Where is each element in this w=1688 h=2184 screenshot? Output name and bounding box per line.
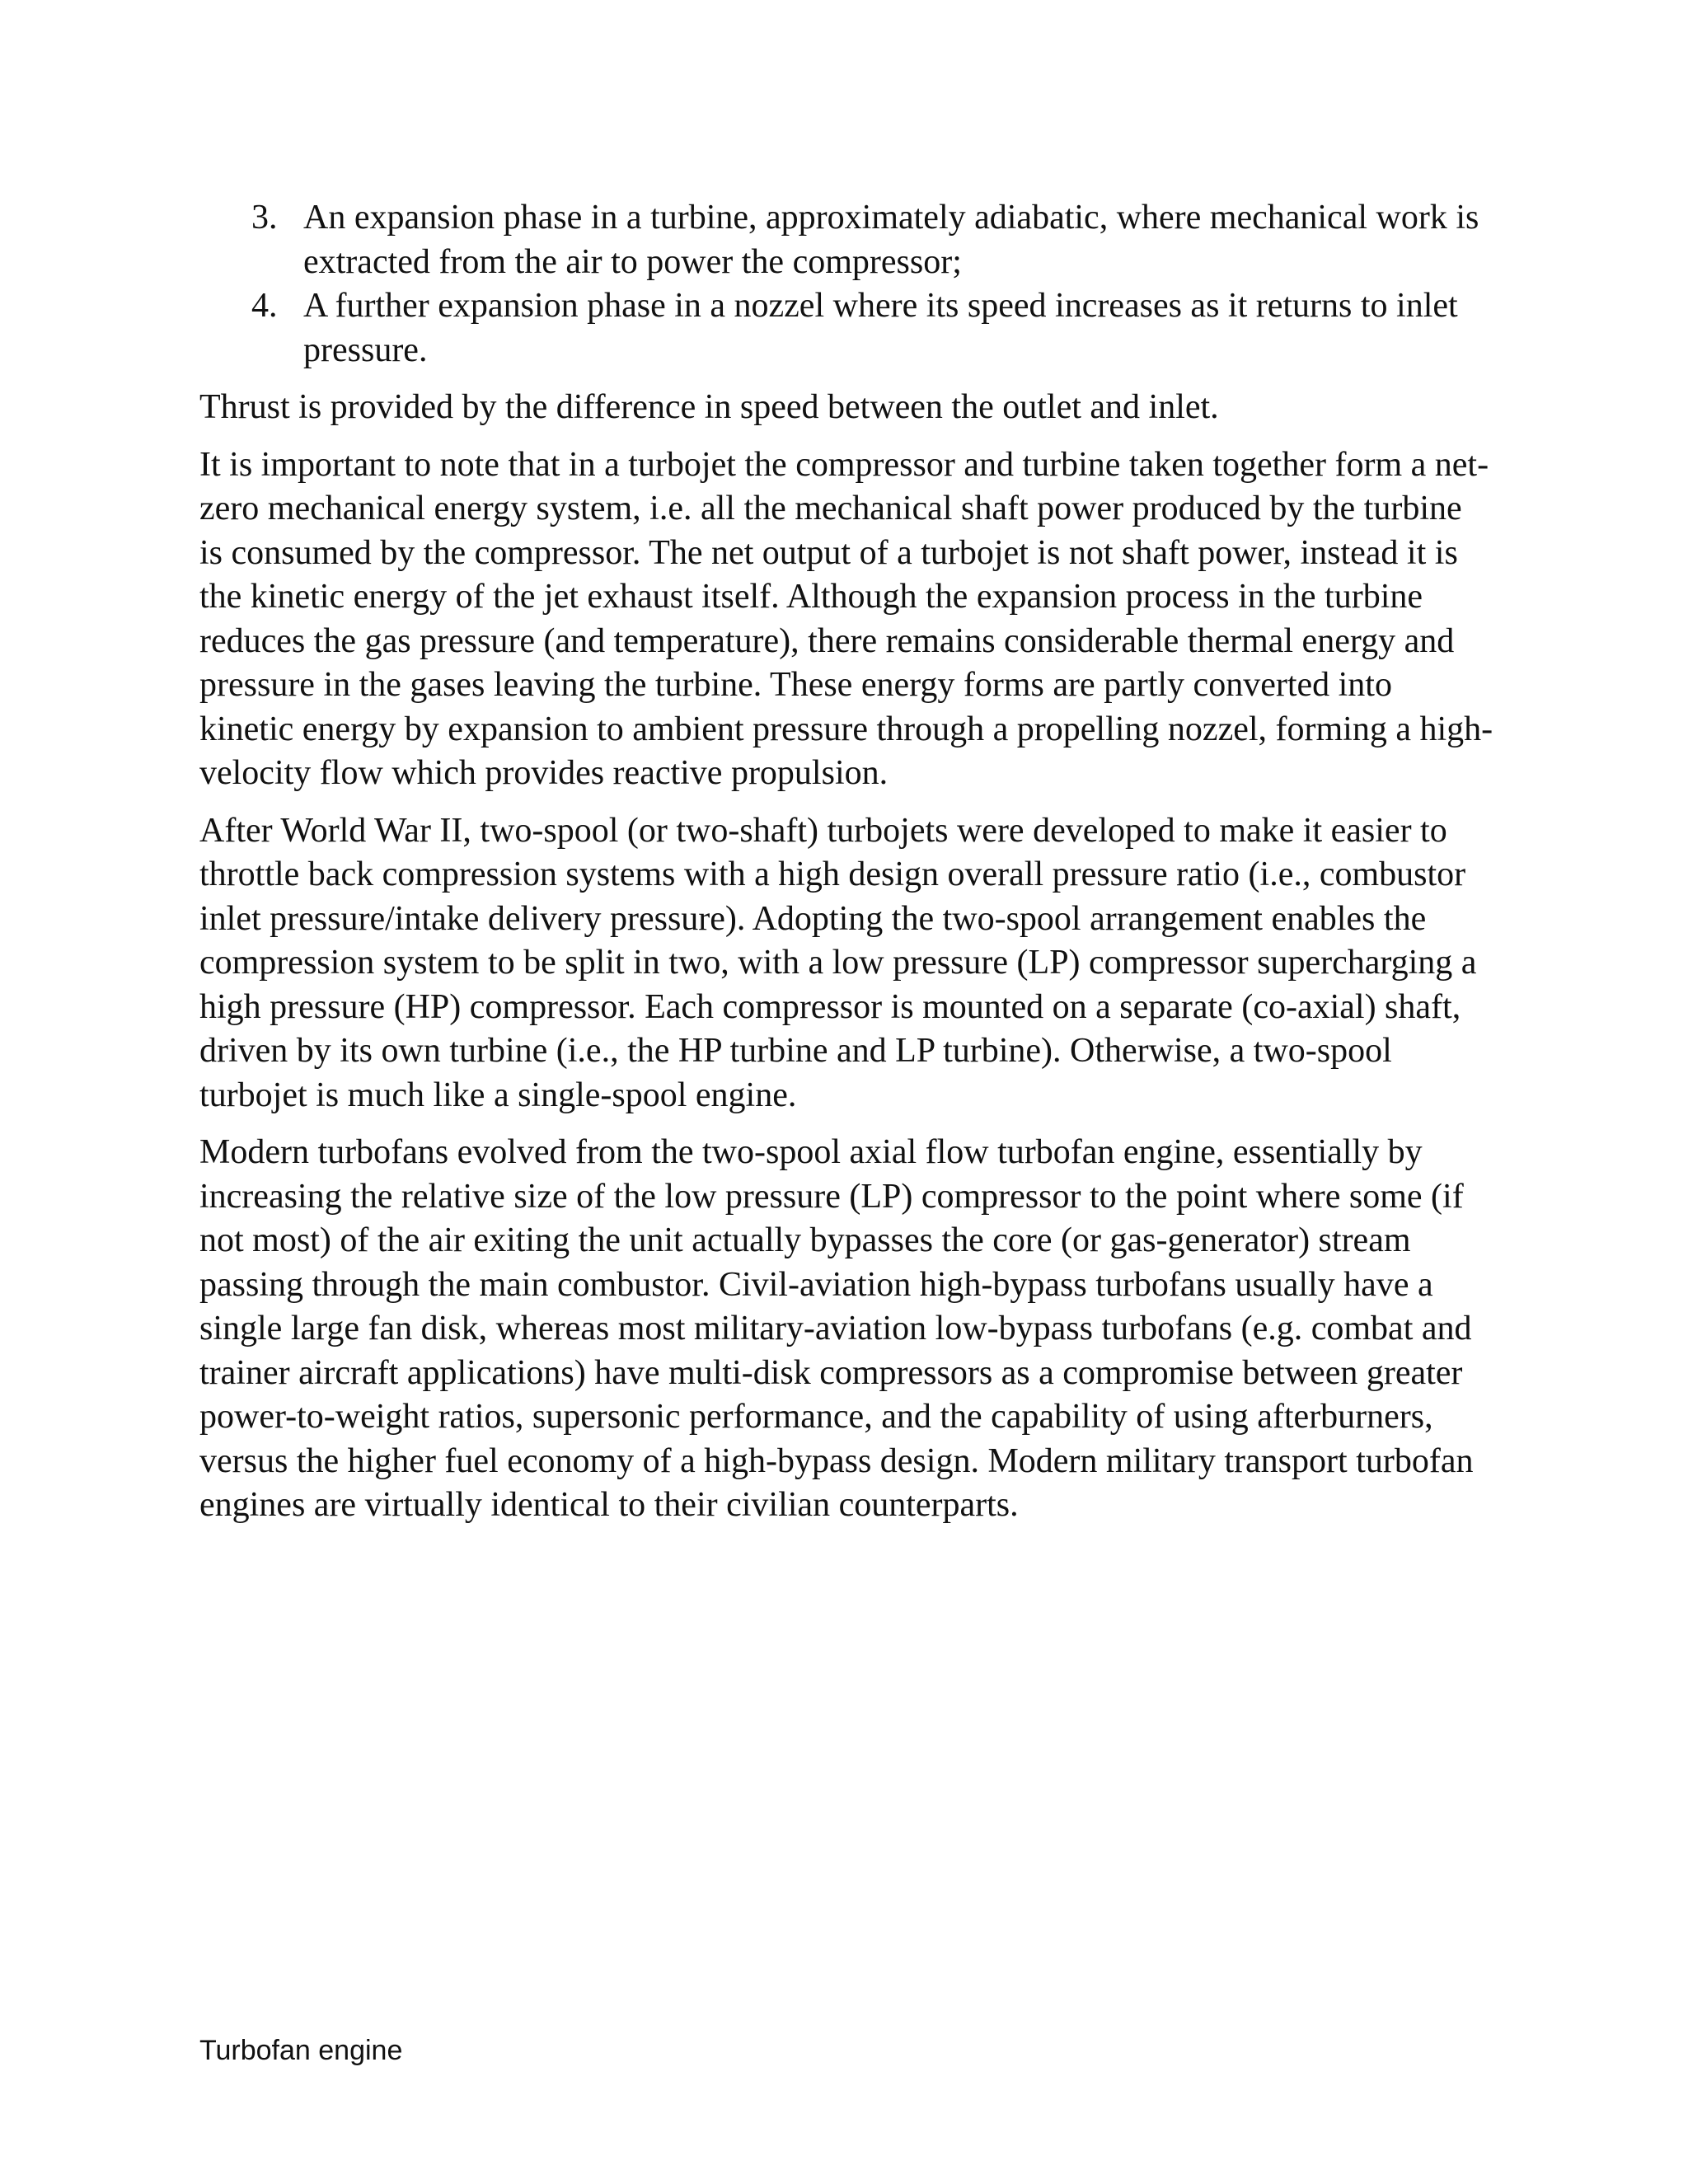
list-item-number: 4. xyxy=(251,287,278,325)
list-item-text: A further expansion phase in a nozzel where its speed increases as it returns to inlet pressure. xyxy=(303,287,1458,369)
page-footer: Turbofan engine xyxy=(199,2035,403,2066)
paragraph-thrust: Thrust is provided by the difference in speed between the outlet and inlet. xyxy=(199,388,1219,426)
paragraph-two-spool: After World War II, two-spool (or two-shaft) turbojets were developed to make it easier to throttle back compression systems with a high design overall pressure ratio (i.e., combustor inlet pressure/intake delivery pressure). Adopting the two-spool arrangement enables the compression system to be split in two, with a low pressure (LP) compressor supercharging a high pressure (HP) compressor. Each compressor is mounted on a separate (co-axial) shaft, driven by its own turbine (i.e., the HP turbine and LP turbine). Otherwise, a two-spool turbojet is much like a single-spool engine. xyxy=(199,811,1477,1114)
list-item xyxy=(251,284,1493,373)
list-item xyxy=(251,196,1493,284)
list-item-number: 3. xyxy=(251,199,278,237)
paragraph-modern-turbofans: Modern turbofans evolved from the two-spool axial flow turbofan engine, essentially by increasing the relative size of the low pressure (LP) compressor to the point where some (if not most) of the air exiting the unit actually bypasses the core (or gas-generator) stream passing through the main combustor. Civil-aviation high-bypass turbofans usually have a single large fan disk, whereas most military-aviation low-bypass turbofans (e.g. combat and trainer aircraft applications) have multi-disk compressors as a compromise between greater power-to-weight ratios, supersonic performance, and the capability of using afterburners, versus the higher fuel economy of a high-bypass design. Modern military transport turbofan engines are virtually identical to their civilian counterparts. xyxy=(199,1133,1474,1524)
paragraph-net-zero-energy: It is important to note that in a turbojet the compressor and turbine taken together form a net-zero mechanical energy system, i.e. all the mechanical shaft power produced by the turbine is consumed by the compressor. The net output of a turbojet is not shaft power, instead it is the kinetic energy of the jet exhaust itself. Although the expansion process in the turbine reduces the gas pressure (and temperature), there remains considerable thermal energy and pressure in the gases leaving the turbine. These energy forms are partly converted into kinetic energy by expansion to ambient pressure through a propelling nozzel, forming a high-velocity flow which provides reactive propulsion. xyxy=(199,445,1493,792)
numbered-list xyxy=(199,196,1493,373)
list-item-text: An expansion phase in a turbine, approximately adiabatic, where mechanical work is extracted from the air to power the compressor; xyxy=(303,199,1479,281)
page-body xyxy=(199,196,1493,1541)
